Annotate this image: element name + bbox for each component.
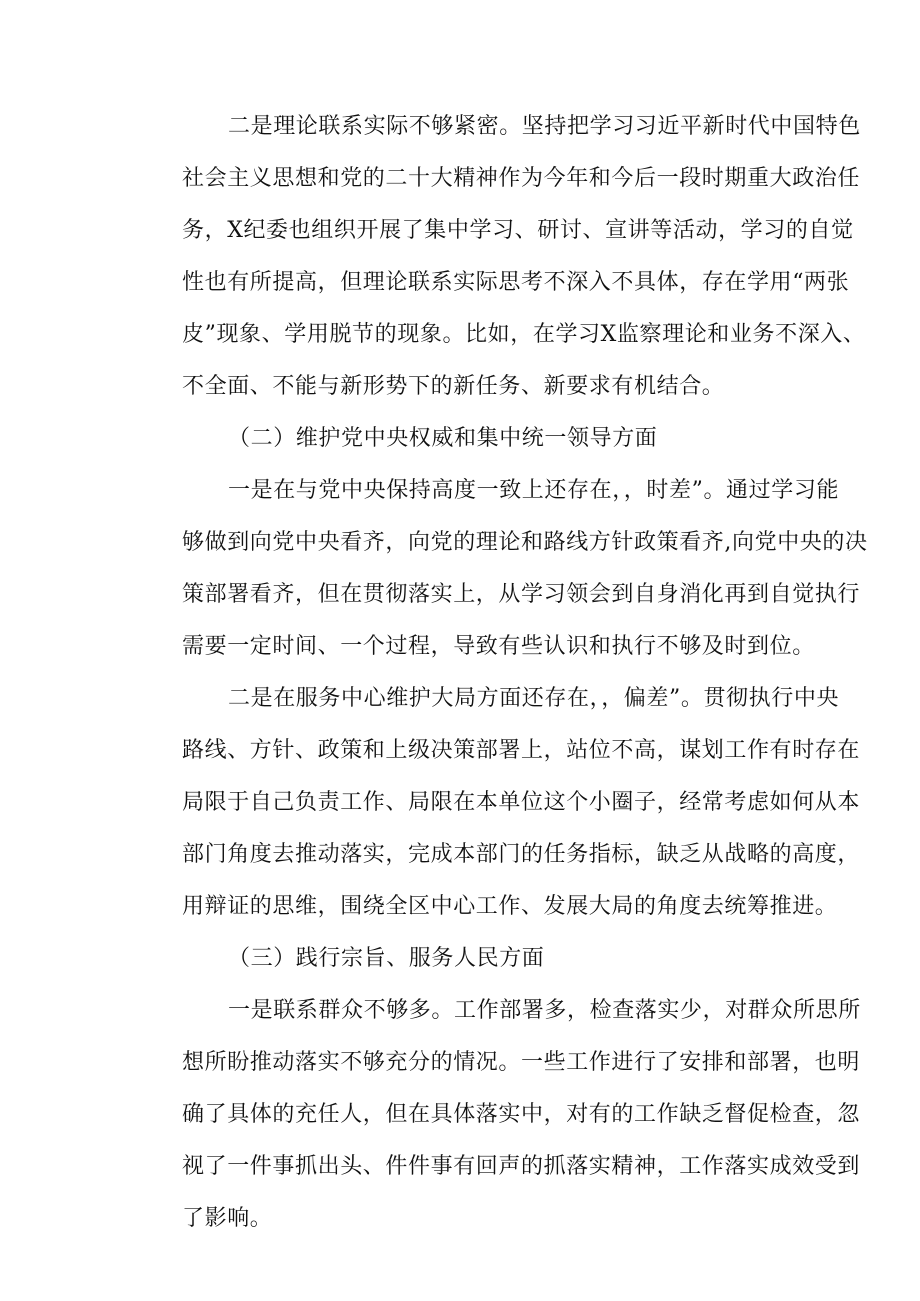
text-line: 局限于自己负责工作、局限在本单位这个小圈子，经常考虑如何从本 xyxy=(182,790,861,815)
text-line: 够做到向党中央看齐，向党的理论和路线方针政策看齐,向党中央的决 xyxy=(182,530,868,555)
text-line: 部门角度去推动落实，完成本部门的任务指标，缺乏从战略的高度， xyxy=(182,842,861,867)
text-line: （二）维护党中央权威和集中统一领导方面 xyxy=(228,426,658,451)
paragraph xyxy=(136,465,868,673)
text-line: 了影响。 xyxy=(182,1206,273,1231)
text-line: 一是在与党中央保持高度一致上还存在，，时差”。通过学习能 xyxy=(228,478,840,503)
text-line: 社会主义思想和党的二十大精神作为今年和今后一段时期重大政治任 xyxy=(182,166,861,191)
text-line: 皮”现象、学用脱节的现象。比如，在学习X监察理论和业务不深入、 xyxy=(182,322,866,347)
paragraph xyxy=(136,985,861,1245)
text-line: 策部署看齐，但在贯彻落实上，从学习领会到自身消化再到自觉执行 xyxy=(182,582,861,607)
text-line: 二是理论联系实际不够紧密。坚持把学习习近平新时代中国特色 xyxy=(228,114,861,139)
text-line: 视了一件事抓出头、件件事有回声的抓落实精神，工作落实成效受到 xyxy=(182,1154,861,1179)
text-line: 不全面、不能与新形势下的新任务、新要求有机结合。 xyxy=(182,374,725,399)
text-line: （三）践行宗旨、服务人民方面 xyxy=(228,946,545,971)
text-line: 务，X纪委也组织开展了集中学习、研讨、宣讲等活动，学习的自觉 xyxy=(182,218,854,243)
text-line: 路线、方针、政策和上级决策部署上，站位不高，谋划工作有时存在 xyxy=(182,738,861,763)
section-heading xyxy=(136,933,796,985)
text-line: 用辩证的思维，围绕全区中心工作、发展大局的角度去统筹推进。 xyxy=(182,894,838,919)
text-line: 一是联系群众不够多。工作部署多，检查落实少，对群众所思所 xyxy=(228,998,861,1023)
document-body xyxy=(136,101,868,1245)
text-line: 性也有所提高，但理论联系实际思考不深入不具体，存在学用“两张 xyxy=(182,270,850,295)
section-heading xyxy=(136,413,796,465)
paragraph xyxy=(136,673,861,933)
text-line: 确了具体的充任人，但在具体落实中，对有的工作缺乏督促检查，忽 xyxy=(182,1102,861,1127)
paragraph xyxy=(136,101,866,413)
text-line: 二是在服务中心维护大局方面还存在，，偏差”。贯彻执行中央 xyxy=(228,686,840,711)
text-line: 需要一定时间、一个过程，导致有些认识和执行不够及时到位。 xyxy=(182,634,815,659)
text-line: 想所盼推动落实不够充分的情况。一些工作进行了安排和部署，也明 xyxy=(182,1050,861,1075)
